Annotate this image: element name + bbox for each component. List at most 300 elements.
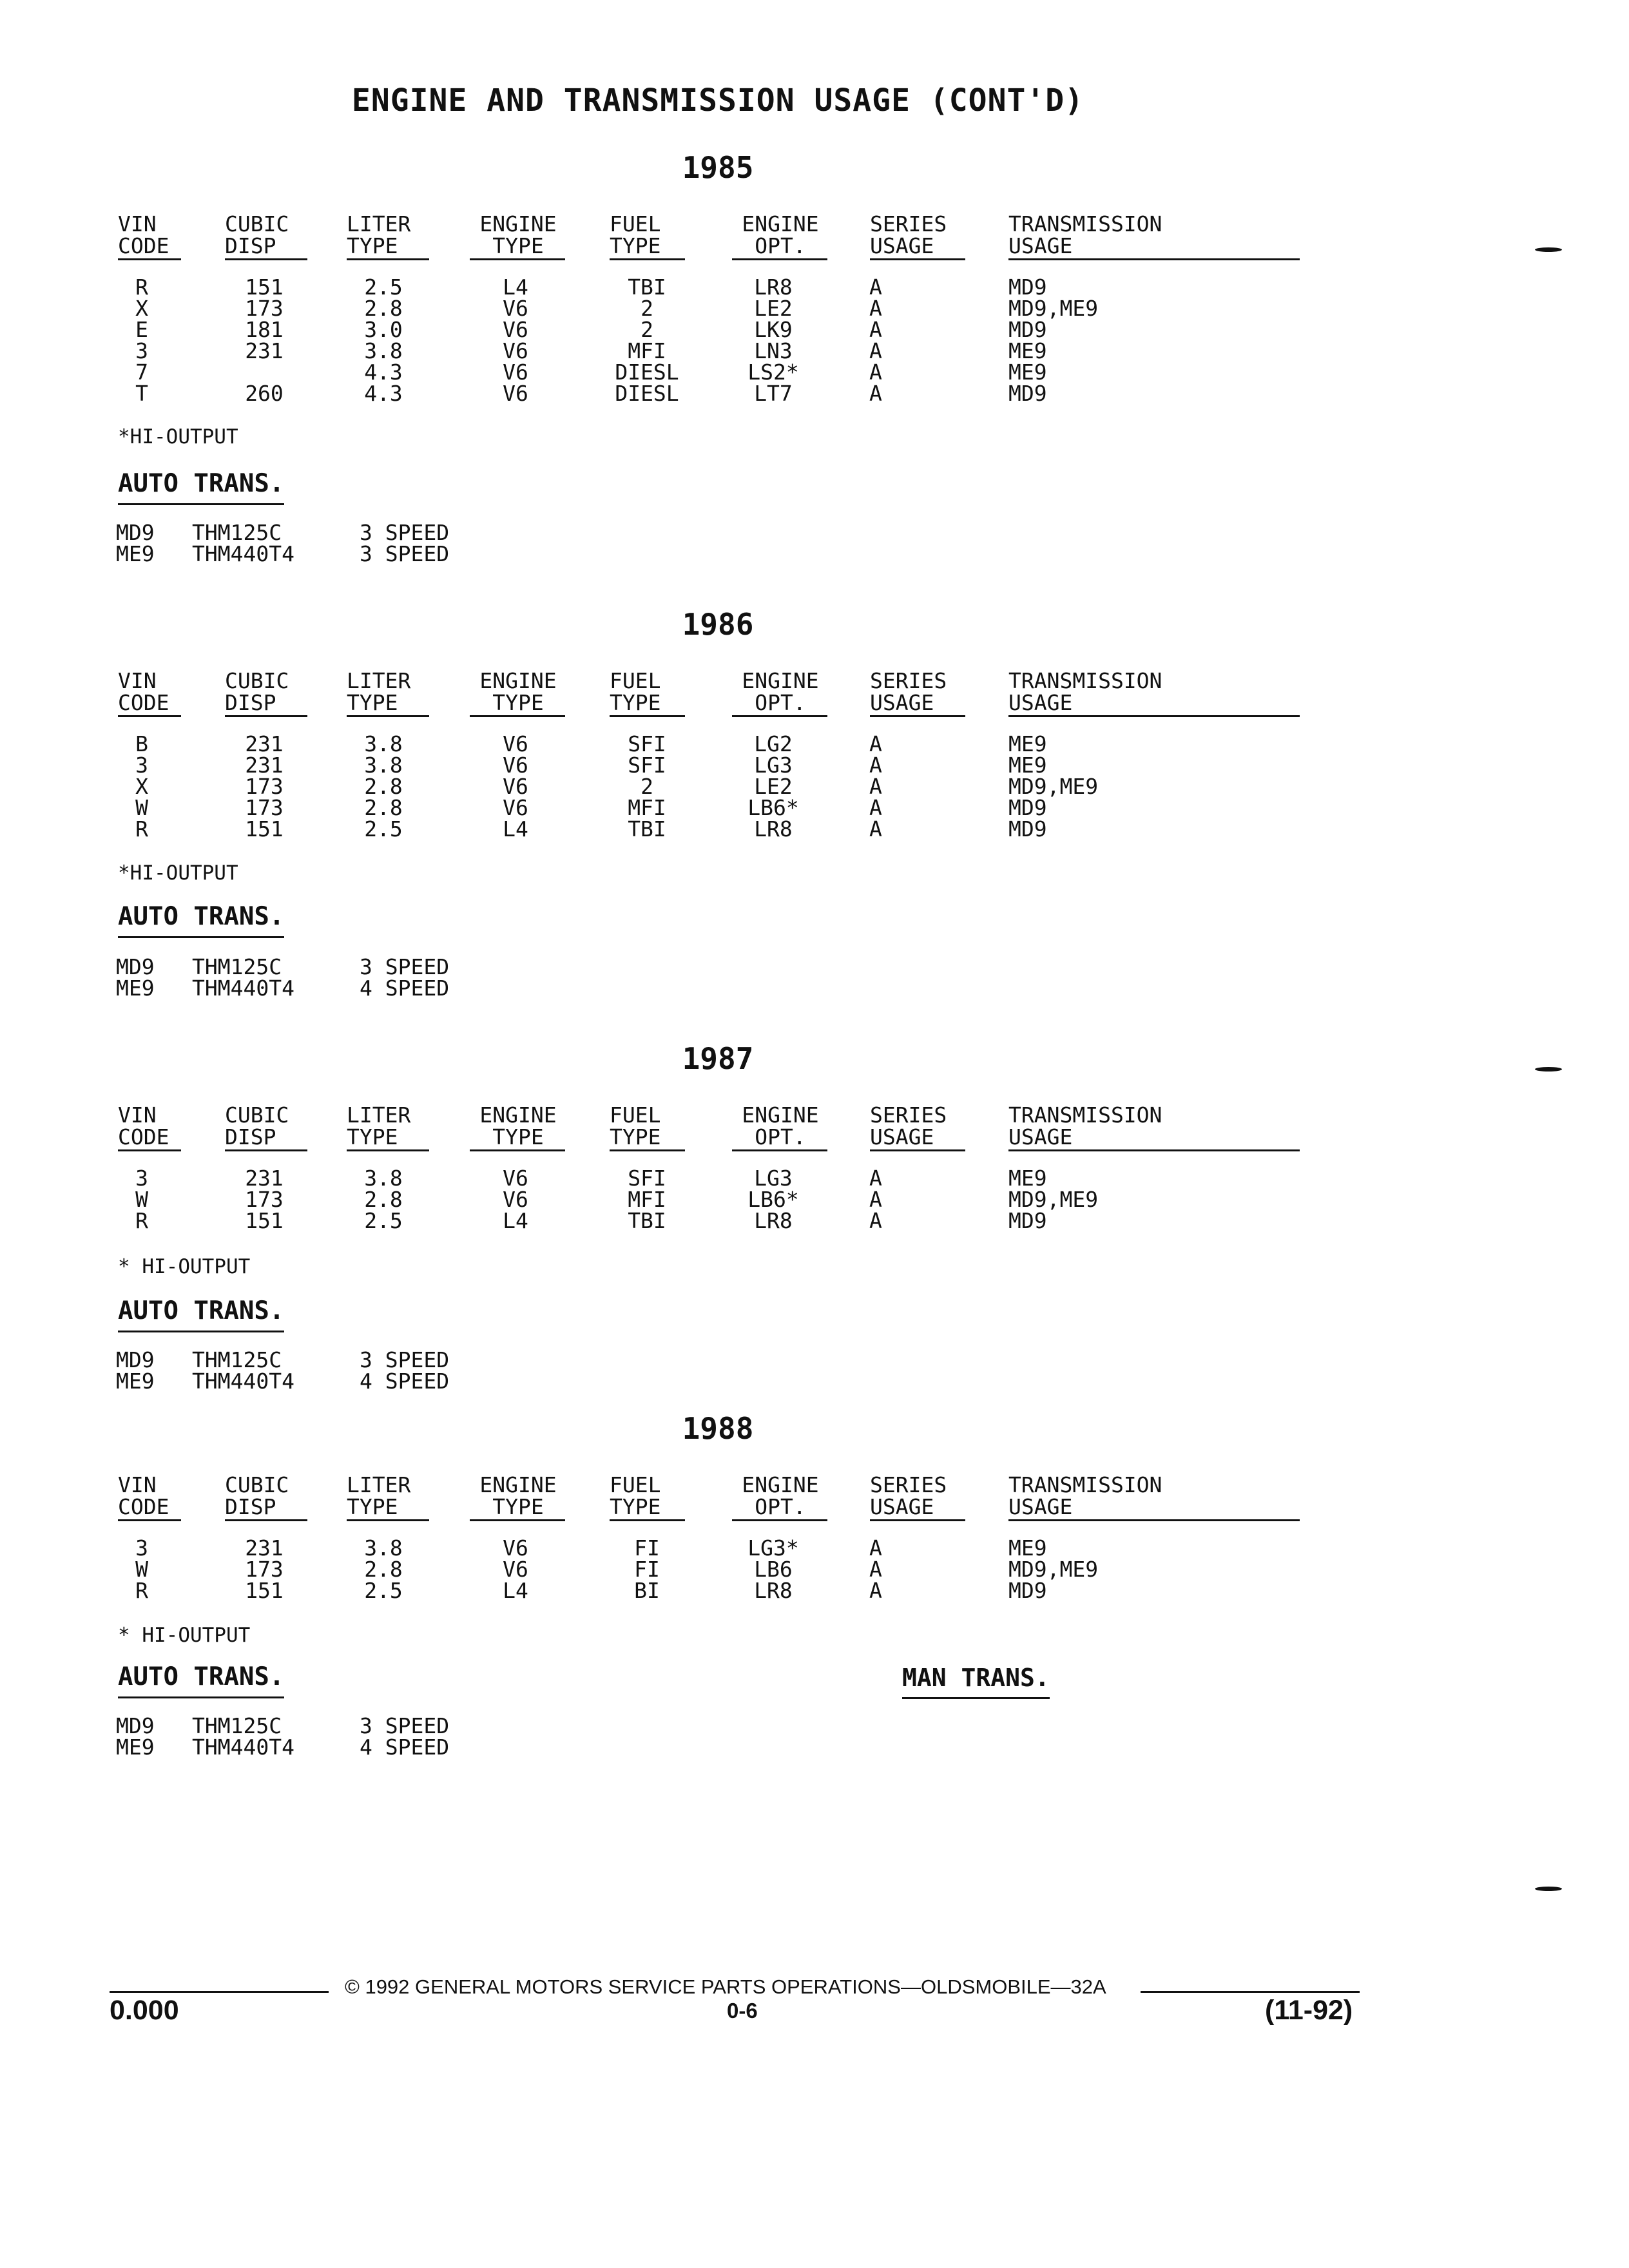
vin-code-cell: W <box>135 1557 148 1582</box>
transmission-usage-cell: MD9 <box>1008 795 1047 820</box>
binding-mark-icon <box>1535 1887 1562 1891</box>
column-header-line: ENGINE <box>479 668 557 693</box>
column-header-line: VIN <box>118 668 157 693</box>
header-underline <box>870 1149 965 1151</box>
column-header-liter <box>347 213 430 257</box>
transmission-usage-cell: ME9 <box>1008 360 1047 385</box>
column-header-line: USAGE <box>1008 690 1073 715</box>
auto-trans-heading: AUTO TRANS. <box>118 1662 284 1698</box>
year-section <box>0 1411 1629 1823</box>
column-header-line: SERIES <box>870 211 947 236</box>
series-usage-cell: A <box>869 1208 882 1233</box>
transmission-usage-cell: MD9 <box>1008 381 1047 406</box>
header-underline <box>610 1149 685 1151</box>
column-header-engine-type <box>470 670 566 714</box>
engine-opt-cell: LE2 <box>754 296 793 321</box>
cubic-disp-cell: 231 <box>245 338 284 363</box>
liter-type-cell: 2.8 <box>364 1187 403 1212</box>
fuel-type-cell: MFI <box>628 795 666 820</box>
cubic-disp-cell: 173 <box>245 795 284 820</box>
vin-code-cell: X <box>135 296 148 321</box>
column-header-line: TYPE <box>492 690 544 715</box>
table-row <box>0 754 1418 776</box>
fuel-type-cell: SFI <box>628 1166 666 1191</box>
column-header-line: VIN <box>118 1102 157 1128</box>
header-underline <box>732 715 827 717</box>
column-header-line: LITER <box>347 1472 411 1497</box>
engine-type-cell: L4 <box>503 1208 528 1233</box>
trans-speed: 4 SPEED <box>360 1735 450 1760</box>
engine-type-cell: V6 <box>503 795 528 820</box>
table-row <box>0 319 1418 340</box>
engine-type-cell: V6 <box>503 296 528 321</box>
column-header-line: SERIES <box>870 668 947 693</box>
footer-page-number: 0-6 <box>727 1999 758 2023</box>
fuel-type-cell: 2 <box>641 296 653 321</box>
engine-type-cell: V6 <box>503 731 528 756</box>
engine-type-cell: L4 <box>503 274 528 300</box>
engine-table-body <box>0 1168 1418 1231</box>
series-usage-cell: A <box>869 338 882 363</box>
series-usage-cell: A <box>869 1166 882 1191</box>
trans-model: THM440T4 <box>192 975 294 1001</box>
column-header-line: CODE <box>118 1124 169 1149</box>
column-header-line: ENGINE <box>479 1102 557 1128</box>
header-underline <box>347 258 429 260</box>
series-usage-cell: A <box>869 1187 882 1212</box>
liter-type-cell: 4.3 <box>364 360 403 385</box>
column-header-transmission <box>1008 1474 1292 1518</box>
transmission-usage-cell: ME9 <box>1008 753 1047 778</box>
series-usage-cell: A <box>869 795 882 820</box>
binding-mark-icon <box>1535 1067 1562 1072</box>
column-header-line: LITER <box>347 211 411 236</box>
trans-model: THM440T4 <box>192 1735 294 1760</box>
engine-type-cell: V6 <box>503 1557 528 1582</box>
engine-table-body <box>0 276 1418 404</box>
engine-opt-cell: LN3 <box>754 338 793 363</box>
header-underline <box>118 1149 181 1151</box>
column-header-line: LITER <box>347 1102 411 1128</box>
liter-type-cell: 2.8 <box>364 1557 403 1582</box>
trans-code: MD9 <box>116 1713 155 1738</box>
column-header-line: ENGINE <box>742 211 819 236</box>
engine-type-cell: L4 <box>503 816 528 841</box>
column-header-line: TRANSMISSION <box>1008 1102 1162 1128</box>
table-row <box>0 1210 1418 1231</box>
column-header-line: ENGINE <box>742 1472 819 1497</box>
binding-mark-icon <box>1535 247 1562 252</box>
column-header-vin <box>118 1474 176 1518</box>
header-underline <box>225 258 307 260</box>
header-underline <box>225 715 307 717</box>
column-header-line: TRANSMISSION <box>1008 1472 1162 1497</box>
engine-type-cell: V6 <box>503 360 528 385</box>
column-header-line: FUEL <box>610 1472 661 1497</box>
fuel-type-cell: DIESL <box>615 360 679 385</box>
column-header-transmission <box>1008 213 1292 257</box>
cubic-disp-cell: 151 <box>245 274 284 300</box>
trans-model: THM125C <box>192 1713 282 1738</box>
column-header-liter <box>347 1104 430 1148</box>
column-header-series <box>870 1474 967 1518</box>
column-header-line: TRANSMISSION <box>1008 211 1162 236</box>
series-usage-cell: A <box>869 381 882 406</box>
vin-code-cell: 3 <box>135 1166 148 1191</box>
cubic-disp-cell: 151 <box>245 1208 284 1233</box>
transmission-usage-cell: MD9 <box>1008 1208 1047 1233</box>
vin-code-cell: R <box>135 1578 148 1603</box>
column-header-engine-type <box>470 1104 566 1148</box>
header-underline <box>470 258 565 260</box>
column-header-line: TYPE <box>610 690 661 715</box>
column-header-line: CODE <box>118 233 169 258</box>
auto-trans-heading: AUTO TRANS. <box>118 902 284 938</box>
cubic-disp-cell: 231 <box>245 731 284 756</box>
auto-trans-row <box>0 977 580 999</box>
engine-type-cell: V6 <box>503 1535 528 1561</box>
column-header-line: FUEL <box>610 668 661 693</box>
auto-trans-row <box>0 1370 580 1392</box>
column-header-line: CUBIC <box>225 1102 289 1128</box>
hi-output-footnote: *HI-OUTPUT <box>118 861 238 885</box>
vin-code-cell: 3 <box>135 338 148 363</box>
trans-model: THM125C <box>192 520 282 545</box>
column-header-engine-opt <box>732 670 829 714</box>
table-row <box>0 340 1418 361</box>
column-header-line: CUBIC <box>225 668 289 693</box>
column-header-line: TYPE <box>347 1494 398 1519</box>
column-header-line: USAGE <box>870 1124 934 1149</box>
column-header-vin <box>118 1104 176 1148</box>
auto-trans-row <box>0 1736 580 1758</box>
column-header-liter <box>347 1474 430 1518</box>
series-usage-cell: A <box>869 753 882 778</box>
engine-type-cell: V6 <box>503 1166 528 1191</box>
transmission-usage-cell: ME9 <box>1008 1166 1047 1191</box>
column-header-engine-type <box>470 213 566 257</box>
engine-opt-cell: LB6* <box>747 795 799 820</box>
year-heading: 1985 <box>682 150 754 185</box>
table-row <box>0 298 1418 319</box>
liter-type-cell: 2.8 <box>364 296 403 321</box>
trans-model: THM440T4 <box>192 541 294 566</box>
engine-opt-cell: LG3 <box>754 1166 793 1191</box>
table-row <box>0 276 1418 298</box>
table-row <box>0 733 1418 754</box>
fuel-type-cell: TBI <box>628 274 666 300</box>
liter-type-cell: 2.5 <box>364 274 403 300</box>
cubic-disp-cell: 231 <box>245 1535 284 1561</box>
transmission-usage-cell: MD9,ME9 <box>1008 1187 1099 1212</box>
liter-type-cell: 3.8 <box>364 753 403 778</box>
transmission-usage-cell: MD9,ME9 <box>1008 1557 1099 1582</box>
header-underline <box>470 1519 565 1521</box>
transmission-usage-cell: MD9 <box>1008 274 1047 300</box>
column-header-series <box>870 1104 967 1148</box>
header-underline <box>1008 1519 1300 1521</box>
fuel-type-cell: TBI <box>628 1208 666 1233</box>
fuel-type-cell: FI <box>634 1535 660 1561</box>
column-header-transmission <box>1008 670 1292 714</box>
liter-type-cell: 2.8 <box>364 795 403 820</box>
column-header-line: USAGE <box>1008 1124 1073 1149</box>
liter-type-cell: 4.3 <box>364 381 403 406</box>
column-header-line: CUBIC <box>225 211 289 236</box>
auto-trans-heading: AUTO TRANS. <box>118 469 284 505</box>
transmission-usage-cell: ME9 <box>1008 1535 1047 1561</box>
auto-trans-heading: AUTO TRANS. <box>118 1296 284 1332</box>
cubic-disp-cell: 173 <box>245 1557 284 1582</box>
liter-type-cell: 2.5 <box>364 1578 403 1603</box>
column-header-series <box>870 670 967 714</box>
engine-opt-cell: LB6 <box>754 1557 793 1582</box>
column-header-line: TYPE <box>492 233 544 258</box>
cubic-disp-cell: 231 <box>245 1166 284 1191</box>
fuel-type-cell: BI <box>634 1578 660 1603</box>
liter-type-cell: 3.8 <box>364 1535 403 1561</box>
header-underline <box>470 715 565 717</box>
fuel-type-cell: DIESL <box>615 381 679 406</box>
header-underline <box>610 1519 685 1521</box>
column-header-line: USAGE <box>1008 1494 1073 1519</box>
series-usage-cell: A <box>869 317 882 342</box>
column-header-fuel <box>610 670 687 714</box>
engine-type-cell: L4 <box>503 1578 528 1603</box>
column-header-line: OPT. <box>755 690 806 715</box>
engine-table-body <box>0 733 1418 840</box>
series-usage-cell: A <box>869 1557 882 1582</box>
trans-code: MD9 <box>116 954 155 979</box>
header-underline <box>610 258 685 260</box>
vin-code-cell: W <box>135 795 148 820</box>
table-row <box>0 1168 1418 1189</box>
header-underline <box>732 1149 827 1151</box>
header-underline <box>347 715 429 717</box>
fuel-type-cell: FI <box>634 1557 660 1582</box>
header-underline <box>225 1149 307 1151</box>
column-header-line: SERIES <box>870 1472 947 1497</box>
liter-type-cell: 3.8 <box>364 338 403 363</box>
liter-type-cell: 2.8 <box>364 774 403 799</box>
transmission-usage-cell: ME9 <box>1008 338 1047 363</box>
transmission-usage-cell: MD9 <box>1008 317 1047 342</box>
vin-code-cell: B <box>135 731 148 756</box>
year-heading: 1986 <box>682 607 754 642</box>
vin-code-cell: 7 <box>135 360 148 385</box>
auto-trans-row <box>0 543 580 564</box>
cubic-disp-cell: 151 <box>245 1578 284 1603</box>
engine-type-cell: V6 <box>503 338 528 363</box>
trans-speed: 4 SPEED <box>360 1369 450 1394</box>
header-underline <box>225 1519 307 1521</box>
vin-code-cell: X <box>135 774 148 799</box>
trans-speed: 3 SPEED <box>360 541 450 566</box>
header-underline <box>347 1519 429 1521</box>
hi-output-footnote: *HI-OUTPUT <box>118 425 238 448</box>
column-header-engine-opt <box>732 1104 829 1148</box>
column-header-line: CODE <box>118 690 169 715</box>
column-header-line: USAGE <box>870 1494 934 1519</box>
table-row <box>0 1580 1418 1601</box>
hi-output-footnote: * HI-OUTPUT <box>118 1255 251 1278</box>
footer-copyright: © 1992 GENERAL MOTORS SERVICE PARTS OPERATIONS—OLDSMOBILE—32A <box>345 1975 1106 1998</box>
trans-code: MD9 <box>116 1347 155 1372</box>
column-header-line: VIN <box>118 1472 157 1497</box>
trans-code: MD9 <box>116 520 155 545</box>
cubic-disp-cell: 231 <box>245 753 284 778</box>
transmission-usage-cell: MD9 <box>1008 1578 1047 1603</box>
liter-type-cell: 2.5 <box>364 816 403 841</box>
header-underline <box>870 1519 965 1521</box>
fuel-type-cell: TBI <box>628 816 666 841</box>
header-underline <box>870 258 965 260</box>
column-header-series <box>870 213 967 257</box>
vin-code-cell: E <box>135 317 148 342</box>
column-header-engine-opt <box>732 1474 829 1518</box>
cubic-disp-cell: 151 <box>245 816 284 841</box>
engine-opt-cell: LK9 <box>754 317 793 342</box>
header-underline <box>1008 715 1300 717</box>
transmission-usage-cell: ME9 <box>1008 731 1047 756</box>
table-row <box>0 1559 1418 1580</box>
column-header-line: OPT. <box>755 1494 806 1519</box>
table-row <box>0 361 1418 383</box>
engine-type-cell: V6 <box>503 774 528 799</box>
footer-rule-right <box>1141 1991 1360 1993</box>
transmission-usage-cell: MD9,ME9 <box>1008 774 1099 799</box>
column-header-engine-type <box>470 1474 566 1518</box>
column-header-line: DISP <box>225 1124 276 1149</box>
column-header-line: TYPE <box>347 690 398 715</box>
auto-trans-row <box>0 956 580 977</box>
column-header-line: FUEL <box>610 211 661 236</box>
column-header-line: TRANSMISSION <box>1008 668 1162 693</box>
column-header-cubic <box>225 213 309 257</box>
column-header-line: LITER <box>347 668 411 693</box>
column-header-line: TYPE <box>610 1124 661 1149</box>
footer-left-code: 0.000 <box>110 1995 179 2026</box>
page-title: ENGINE AND TRANSMISSION USAGE (CONT'D) <box>351 82 1084 119</box>
column-header-line: DISP <box>225 1494 276 1519</box>
column-header-line: FUEL <box>610 1102 661 1128</box>
cubic-disp-cell: 260 <box>245 381 284 406</box>
header-underline <box>347 1149 429 1151</box>
engine-opt-cell: LS2* <box>747 360 799 385</box>
column-header-cubic <box>225 1104 309 1148</box>
fuel-type-cell: SFI <box>628 731 666 756</box>
table-row <box>0 1537 1418 1559</box>
series-usage-cell: A <box>869 1535 882 1561</box>
engine-opt-cell: LE2 <box>754 774 793 799</box>
trans-speed: 4 SPEED <box>360 975 450 1001</box>
column-header-line: TYPE <box>610 1494 661 1519</box>
header-underline <box>470 1149 565 1151</box>
cubic-disp-cell: 173 <box>245 296 284 321</box>
trans-speed: 3 SPEED <box>360 1713 450 1738</box>
transmission-usage-cell: MD9 <box>1008 816 1047 841</box>
header-underline <box>118 1519 181 1521</box>
header-underline <box>118 715 181 717</box>
series-usage-cell: A <box>869 296 882 321</box>
column-header-line: USAGE <box>870 233 934 258</box>
engine-opt-cell: LR8 <box>754 1578 793 1603</box>
trans-code: ME9 <box>116 541 155 566</box>
engine-type-cell: V6 <box>503 381 528 406</box>
liter-type-cell: 2.5 <box>364 1208 403 1233</box>
trans-speed: 3 SPEED <box>360 1347 450 1372</box>
engine-type-cell: V6 <box>503 753 528 778</box>
series-usage-cell: A <box>869 731 882 756</box>
year-heading: 1988 <box>682 1411 754 1446</box>
column-header-line: TYPE <box>492 1124 544 1149</box>
vin-code-cell: 3 <box>135 753 148 778</box>
column-header-line: SERIES <box>870 1102 947 1128</box>
series-usage-cell: A <box>869 274 882 300</box>
vin-code-cell: R <box>135 1208 148 1233</box>
column-header-vin <box>118 670 176 714</box>
column-header-cubic <box>225 670 309 714</box>
cubic-disp-cell: 173 <box>245 1187 284 1212</box>
trans-speed: 3 SPEED <box>360 954 450 979</box>
vin-code-cell: T <box>135 381 148 406</box>
column-header-line: ENGINE <box>742 668 819 693</box>
column-header-line: TYPE <box>492 1494 544 1519</box>
auto-trans-row <box>0 522 580 543</box>
header-underline <box>870 715 965 717</box>
column-header-line: CODE <box>118 1494 169 1519</box>
column-header-fuel <box>610 1474 687 1518</box>
column-header-line: VIN <box>118 211 157 236</box>
engine-table-body <box>0 1537 1418 1601</box>
column-header-line: CUBIC <box>225 1472 289 1497</box>
table-row <box>0 818 1418 840</box>
fuel-type-cell: 2 <box>641 317 653 342</box>
trans-speed: 3 SPEED <box>360 520 450 545</box>
trans-model: THM125C <box>192 954 282 979</box>
table-row <box>0 797 1418 818</box>
header-underline <box>1008 1149 1300 1151</box>
column-header-line: USAGE <box>870 690 934 715</box>
column-header-line: TYPE <box>347 1124 398 1149</box>
trans-model: THM440T4 <box>192 1369 294 1394</box>
table-row <box>0 1189 1418 1210</box>
man-trans-heading: MAN TRANS. <box>902 1664 1050 1699</box>
column-header-vin <box>118 213 176 257</box>
transmission-usage-cell: MD9,ME9 <box>1008 296 1099 321</box>
header-underline <box>610 715 685 717</box>
column-header-line: OPT. <box>755 1124 806 1149</box>
cubic-disp-cell: 181 <box>245 317 284 342</box>
liter-type-cell: 3.8 <box>364 1166 403 1191</box>
column-header-line: OPT. <box>755 233 806 258</box>
column-header-line: TYPE <box>610 233 661 258</box>
engine-opt-cell: LR8 <box>754 816 793 841</box>
auto-trans-row <box>0 1349 580 1370</box>
column-header-fuel <box>610 1104 687 1148</box>
engine-opt-cell: LG3 <box>754 753 793 778</box>
engine-opt-cell: LR8 <box>754 274 793 300</box>
auto-trans-row <box>0 1715 580 1736</box>
trans-model: THM125C <box>192 1347 282 1372</box>
series-usage-cell: A <box>869 1578 882 1603</box>
column-header-line: ENGINE <box>479 1472 557 1497</box>
engine-opt-cell: LG2 <box>754 731 793 756</box>
cubic-disp-cell: 173 <box>245 774 284 799</box>
vin-code-cell: W <box>135 1187 148 1212</box>
footer-date-code: (11-92) <box>1265 1995 1353 2026</box>
column-header-transmission <box>1008 1104 1292 1148</box>
